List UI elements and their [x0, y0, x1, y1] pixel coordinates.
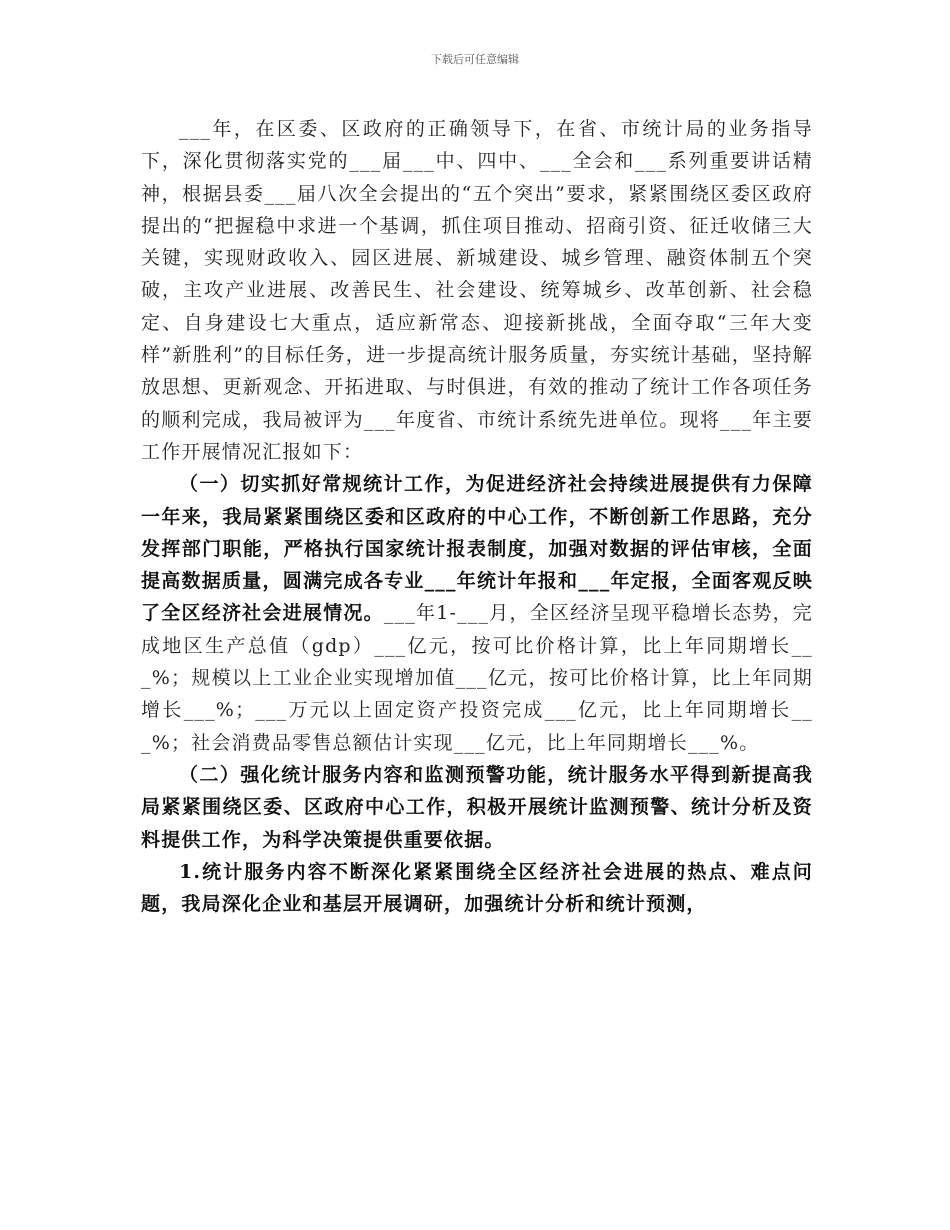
paragraph-intro: ___年，在区委、区政府的正确领导下，在省、市统计局的业务指导下，深化贯彻落实党的___届___中、四中、___全会和___系列重要讲话精神，根据县委___届八次全会提出的“五个突出”要求，紧紧围绕区委区政府提出的“把握稳中求进一个基调，抓住项目推动、招商引资、征迁收储三大关键，实现财政收入、园区进展、新城建设、城乡管理、融资体制五个突破，主攻产业进展、改善民生、社会建设、统筹城乡、改革创新、社会稳定、自身建设七大重点，适应新常态、迎接新挑战，全面夺取“三年大变样”新胜利”的目标任务，进一步提高统计服务质量，夯实统计基础，坚持解放思想、更新观念、开拓进取、与时俱进，有效的推动了统计工作各项任务的顺利完成，我局被评为___年度省、市统计系统先进单位。现将___年主要工作开展情况汇报如下： [141, 118, 813, 463]
page-header: 下载后可任意编辑 [431, 53, 519, 66]
paragraph-section-1 [141, 468, 813, 759]
section-1-heading: （一）切实抓好常规统计工作，为促进经济社会持续进展提供有力保障一年来，我局紧紧围绕区委和区政府的中心工作，不断创新工作思路，充分发挥部门职能，严格执行国家统计报表制度，加强对数据的评估审核，全面提高数据质量，圆满完成各专业___年统计年报和___年定报，全面客观反映了全区经济社会进展情况。 [141, 473, 813, 625]
document-body [141, 113, 813, 920]
paragraph-item-1: 1.统计服务内容不断深化紧紧围绕全区经济社会进展的热点、难点问题，我局深化企业和基层开展调研，加强统计分析和统计预测， [141, 860, 813, 916]
paragraph-section-2: （二）强化统计服务内容和监测预警功能，统计服务水平得到新提高我局紧紧围绕区委、区政府中心工作，积极开展统计监测预警、统计分析及资料提供工作，为科学决策提供重要依据。 [141, 763, 813, 851]
section-1-text: ___年1-___月，全区经济呈现平稳增长态势，完成地区生产总值（gdp）___亿元，按可比价格计算，比上年同期增长___%；规模以上工业企业实现增加值___亿元，按可比价格计算，比上年同期增长___%；___万元以上固定资产投资完成___亿元，比上年同期增长___%；社会消费品零售总额估计实现___亿元，比上年同期增长___%。 [141, 602, 813, 754]
